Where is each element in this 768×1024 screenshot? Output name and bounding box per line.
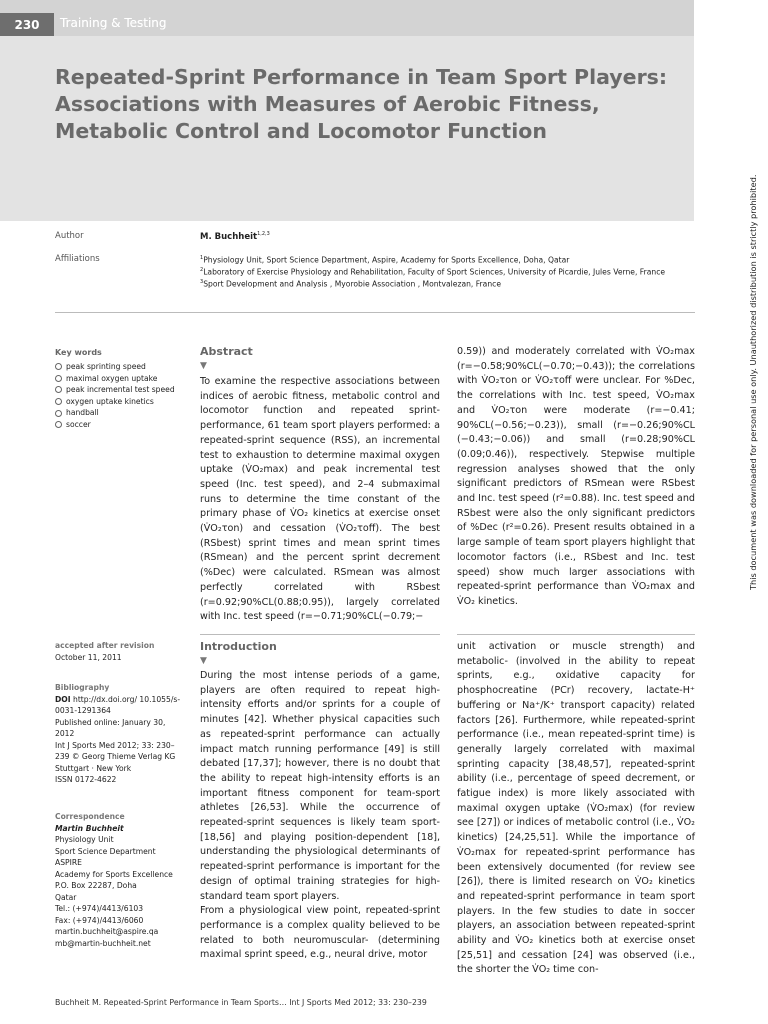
keyword-item: handball: [55, 407, 175, 419]
author-label: Author: [55, 231, 84, 241]
divider: [200, 634, 440, 635]
bibliography-block: Bibliography DOI http://dx.doi.org/ 10.1055/s-0031-1291364 Published online: January 30, 2012 Int J Sports Med 2012; 33: 230–239 © Georg Thieme Verlag KG Stuttgart · New York ISSN 0172-4622: [55, 683, 181, 784]
affiliations-label: Affiliations: [55, 254, 100, 264]
abstract-col-1: To examine the respective associations between indices of aerobic fitness, metabolic control and locomotor function and repeated sprint-performance, 61 team sport players performed: a repeated-sprint sequence (RSS), an incremental test to exhaustion to determine maximal oxygen uptake (V̇O₂max) and peak incremental test speed (Inc. test speed), and 2–4 submaximal runs to determine the time constant of the primary phase of V̇O₂ kinetics at exercise onset (V̇O₂τon) and cessation (V̇O₂τoff). The best (RSbest) sprint times and mean sprint times (RSmean) and the percent sprint decrement (%Dec) were calculated. RSmean was almost perfectly correlated with RSbest (r=0.92;90%CL(0.88;0.95)), largely correlated with Inc. test speed (r=−0.71;90%CL(−0.79;−: [200, 376, 440, 623]
arrow-down-icon: ▼: [200, 361, 207, 371]
intro-col-1: During the most intense periods of a game, players are often required to repeat high-intensity efforts and/or sprints for a couple of minutes [42]. Whether physical capacities such as repeated-sprint performance can actually impact match running performance [49] is still debated [17,37]; however, there is no doubt that the ability to repeat high-intensity efforts is an important fitness component for team-sport athletes [26,53]. While the occurrence of repeated-sprint sequences is likely team sport- [18,56] and playing position-dependent [18], understanding the physiological determinants of repeated-sprint performance is important for the design of optimal training strategies for high-standard team sport players. From a physiological view point, repeated-sprint performance is a complex quality believed to be related to both neuromuscular- (determining maximal sprint speed, e.g., neural drive, motor: [200, 670, 440, 961]
arrow-down-icon: ▼: [200, 656, 207, 666]
page-number: 230: [0, 13, 54, 36]
section-tag: Training & Testing: [60, 16, 167, 30]
accepted-block: accepted after revision October 11, 2011: [55, 641, 155, 662]
footer-citation: Buchheit M. Repeated-Sprint Performance in Team Sports… Int J Sports Med 2012; 33: 230–239: [55, 998, 427, 1007]
bullet-icon: [55, 398, 62, 405]
intro-col-2: unit activation or muscle strength) and metabolic- (involved in the ability to repeat sprints, e.g., oxidative capacity for phosphocreatine (PCr) recovery, lactate-H⁺ buffering or Na⁺/K⁺ transport capacity) related factors [26]. Furthermore, while repeated-sprint performance (i.e., mean repeated-sprint time) is generally largely correlated with maximal sprinting capacity [38,48,57], repeated-sprint ability (i.e., percentage of speed decrement, or fatigue index) is more likely associated with maximal oxygen uptake (V̇O₂max) (for review see [27]) or indices of metabolic control (i.e., V̇O₂ kinetics) [24,25,51]. While the importance of V̇O₂max for repeated-sprint performance has been extensively documented (for review see [26]), there is limited research on V̇O₂ kinetics and repeated-sprint performance in team sport players. In the few studies to date in soccer players, an association between repeated-sprint ability and V̇O₂ kinetics both at exercise onset [25,51] and cessation [24] was observed (i.e., the shorter the V̇O₂ time con-: [457, 641, 695, 976]
divider: [457, 634, 695, 635]
bullet-icon: [55, 375, 62, 382]
keyword-item: oxygen uptake kinetics: [55, 396, 175, 408]
keyword-item: maximal oxygen uptake: [55, 373, 175, 385]
introduction-heading: Introduction: [200, 640, 277, 653]
keywords-list: [55, 361, 175, 431]
keywords-title: Key words: [55, 348, 102, 357]
divider: [55, 312, 695, 313]
bullet-icon: [55, 410, 62, 417]
keyword-item: peak sprinting speed: [55, 361, 175, 373]
article-title: Repeated-Sprint Performance in Team Sport Players: Associations with Measures of Aerobic Fitness, Metabolic Control and Locomotor Function: [55, 65, 668, 143]
affiliation-2: $^2$Laboratory of Exercise Physiology and Rehabilitation, Faculty of Sport Sciences, University of Picardie, Jules Verne, France: [200, 267, 666, 277]
bullet-icon: [55, 386, 62, 393]
keyword-item: peak incremental test speed: [55, 384, 175, 396]
abstract-heading: Abstract: [200, 345, 253, 358]
affiliation-3: $^3$Sport Development and Analysis , Myorobie Association , Montvalezan, France: [200, 279, 501, 289]
bullet-icon: [55, 421, 62, 428]
correspondence-block: Correspondence Martin Buchheit Physiology Unit Sport Science Department ASPIRE Academy for Sports Excellence P.O. Box 22287, Doha Qatar Tel.: (+974)/4413/6103 Fax: (+974)/4413/6060 martin.buchheit@aspire.qa mb@martin-buchheit.net: [55, 812, 173, 948]
bullet-icon: [55, 363, 62, 370]
author-name: M. Buchheit$^{1,2,3}$: [200, 231, 270, 242]
abstract-col-2: 0.59)) and moderately correlated with V̇O₂max (r=−0.58;90%CL(−0.70;−0.43)); the correlations with V̇O₂τon or V̇O₂τoff were unclear. For %Dec, the correlations with Inc. test speed, V̇O₂max and V̇O₂τon were moderate (r=−0.41; 90%CL(−0.56;−0.23)), small (r=−0.26;90%CL (−0.43;−0.06)) and small (r=0.28;90%CL (0.09;0.46)), respectively. Stepwise multiple regression analyses showed that the only significant predictors of RSmean were RSbest and Inc. test speed (r²=0.88). Inc. test speed and RSbest were also the only significant predictors of %Dec (r²=0.26). Present results obtained in a large sample of team sport players highlight that locomotor factors (i.e., RSbest and Inc. test speed) show much larger associations with repeated-sprint performance than V̇O₂max and V̇O₂ kinetics.: [457, 346, 695, 607]
keyword-item: soccer: [55, 419, 175, 431]
affiliation-1: $^1$Physiology Unit, Sport Science Department, Aspire, Academy for Sports Excellence, Doha, Qatar: [200, 255, 570, 265]
